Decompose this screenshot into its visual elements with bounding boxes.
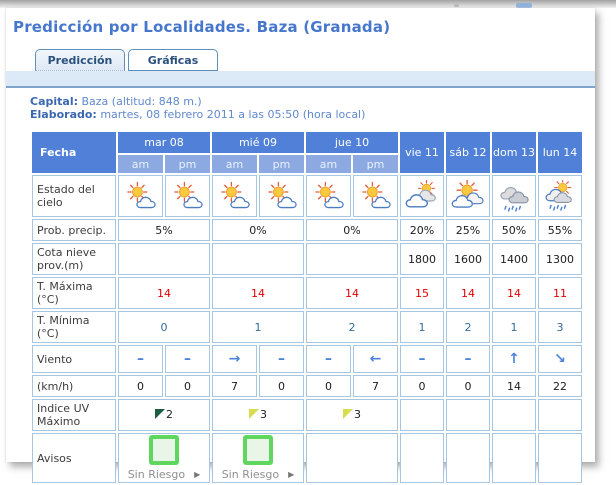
wind-left-arrow-icon: ← — [353, 345, 398, 373]
cloud-sun-icon — [404, 180, 440, 213]
precip-cell: 0% — [306, 219, 398, 241]
uv-flag-icon — [343, 409, 353, 419]
tmin-cell: 2 — [306, 311, 398, 343]
tmin-cell: 1 — [212, 311, 304, 343]
wind-calm-icon: – — [165, 345, 210, 373]
tmin-cell: 3 — [538, 311, 582, 343]
precip-cell: 5% — [118, 219, 210, 241]
ampm-header: pm — [165, 155, 210, 173]
sky-cell — [165, 175, 210, 217]
sun-cloud-icon — [264, 180, 300, 213]
snow-cell: 1800 — [400, 243, 444, 275]
precip-cell: 55% — [538, 219, 582, 241]
ampm-header: am — [306, 155, 351, 173]
tab-graficas[interactable]: Gráficas — [128, 49, 218, 71]
uv-value: 3 — [260, 407, 267, 421]
sky-cell — [306, 175, 351, 217]
tmax-cell: 14 — [306, 277, 398, 309]
aviso-label: Sin Riesgo — [127, 468, 186, 481]
snow-cell: 1600 — [446, 243, 490, 275]
no-risk-square-icon — [149, 435, 179, 465]
location-info — [30, 95, 595, 121]
tmax-cell: 14 — [212, 277, 304, 309]
uv-index-row — [32, 399, 582, 431]
elaborado-line — [30, 108, 595, 121]
precip-cell: 20% — [400, 219, 444, 241]
rain-cloud-icon — [496, 180, 532, 213]
row-label-avisos: Avisos — [32, 433, 116, 483]
day-header-mie09: mié 09 — [212, 132, 304, 153]
row-label-wind: Viento — [32, 345, 116, 373]
aviso-expand-arrow-icon[interactable]: ▶ — [194, 470, 201, 479]
row-label-kmh: (km/h) — [32, 375, 116, 397]
page-title: Predicción por Localidades. Baza (Granada) — [13, 18, 391, 36]
tmax-cell: 14 — [446, 277, 490, 309]
sun-cloud-icon — [217, 180, 253, 213]
kmh-cell: 0 — [118, 375, 163, 397]
aviso-cell-empty — [492, 433, 536, 483]
uv-value: 2 — [166, 407, 173, 421]
aviso-cell-empty — [446, 433, 490, 483]
sun-cloud-icon — [311, 180, 347, 213]
ampm-header: pm — [259, 155, 304, 173]
wind-speed-row — [32, 375, 582, 397]
kmh-cell: 0 — [259, 375, 304, 397]
snow-cell — [118, 243, 210, 275]
kmh-cell: 0 — [400, 375, 444, 397]
row-label-snow: Cota nieve prov.(m) — [32, 243, 116, 275]
elaborado-label: Elaborado: — [30, 108, 97, 121]
ampm-header: am — [118, 155, 163, 173]
sky-cell — [538, 175, 582, 217]
day-header-jue10: jue 10 — [306, 132, 398, 153]
content-panel — [6, 8, 595, 481]
tmax-cell: 14 — [118, 277, 210, 309]
kmh-cell: 7 — [353, 375, 398, 397]
uv-cell-empty — [400, 399, 444, 431]
day-header-dom13: dom 13 — [492, 132, 536, 173]
kmh-cell: 22 — [538, 375, 582, 397]
wind-calm-icon: – — [259, 345, 304, 373]
capital-label: Capital: — [30, 95, 78, 108]
wind-calm-icon: – — [118, 345, 163, 373]
tmax-cell: 14 — [492, 277, 536, 309]
uv-cell-empty — [446, 399, 490, 431]
tab-prediccion[interactable]: Predicción — [35, 49, 125, 71]
wind-row — [32, 345, 582, 373]
row-label-uv: Indice UV Máximo — [32, 399, 116, 431]
day-header-vie11: vie 11 — [400, 132, 444, 173]
aviso-expand-arrow-icon[interactable]: ▶ — [288, 470, 295, 479]
precip-cell: 0% — [212, 219, 304, 241]
precip-row — [32, 219, 582, 241]
tmin-cell: 0 — [118, 311, 210, 343]
capital-value: Baza (altitud: 848 m.) — [81, 95, 202, 108]
ampm-header: pm — [353, 155, 398, 173]
sky-cell — [118, 175, 163, 217]
aviso-cell-empty — [306, 433, 398, 483]
sky-cell — [400, 175, 444, 217]
sun-cloud-icon — [358, 180, 394, 213]
day-header-row — [32, 132, 582, 153]
tmin-cell: 1 — [400, 311, 444, 343]
kmh-cell: 0 — [165, 375, 210, 397]
sky-row — [32, 175, 582, 217]
snow-cell — [212, 243, 304, 275]
wind-calm-icon: – — [446, 345, 490, 373]
uv-value: 3 — [354, 407, 361, 421]
row-label-precip: Prob. precip. — [32, 219, 116, 241]
day-header-sab12: sáb 12 — [446, 132, 490, 173]
tmin-cell: 1 — [492, 311, 536, 343]
uv-cell-empty — [538, 399, 582, 431]
uv-cell — [118, 399, 210, 431]
sky-cell — [492, 175, 536, 217]
day-header-mar08: mar 08 — [118, 132, 210, 153]
aviso-cell-empty — [538, 433, 582, 483]
row-label-sky: Estado del cielo — [32, 175, 116, 217]
wind-calm-icon: – — [306, 345, 351, 373]
precip-cell: 50% — [492, 219, 536, 241]
sky-cell — [259, 175, 304, 217]
forecast-table — [30, 130, 584, 485]
capital-line — [30, 95, 595, 108]
tmax-cell: 15 — [400, 277, 444, 309]
temp-min-row — [32, 311, 582, 343]
uv-cell — [306, 399, 398, 431]
kmh-cell: 0 — [446, 375, 490, 397]
day-header-lun14: lun 14 — [538, 132, 582, 173]
wind-downright-arrow-icon: ↘ — [538, 345, 582, 373]
uv-flag-icon — [155, 409, 165, 419]
sun-cloud-icon — [123, 180, 159, 213]
kmh-cell: 0 — [306, 375, 351, 397]
aviso-label: Sin Riesgo — [221, 468, 280, 481]
wind-calm-icon: – — [400, 345, 444, 373]
tmax-cell: 11 — [538, 277, 582, 309]
aviso-cell[interactable] — [118, 433, 210, 483]
wind-right-arrow-icon: → — [212, 345, 257, 373]
cropped-page-artifact — [454, 4, 459, 7]
warnings-row — [32, 433, 582, 483]
sky-cell — [446, 175, 490, 217]
uv-cell — [212, 399, 304, 431]
uv-flag-icon — [249, 409, 259, 419]
wind-up-arrow-icon: ↑ — [492, 345, 536, 373]
aviso-cell-empty — [400, 433, 444, 483]
sun-big-cloud-icon — [450, 180, 486, 213]
snow-level-row — [32, 243, 582, 275]
uv-cell-empty — [492, 399, 536, 431]
tab-bar — [35, 49, 595, 71]
sky-cell — [353, 175, 398, 217]
temp-max-row — [32, 277, 582, 309]
aviso-cell[interactable] — [212, 433, 304, 483]
snow-cell: 1400 — [492, 243, 536, 275]
fecha-header: Fecha — [32, 132, 116, 173]
sun-rain-cloud-icon — [542, 180, 578, 213]
kmh-cell: 7 — [212, 375, 257, 397]
sky-cell — [212, 175, 257, 217]
sun-cloud-icon — [170, 180, 206, 213]
elaborado-value: martes, 08 febrero 2011 a las 05:50 (hora local) — [100, 108, 366, 121]
tab-bar-underline — [6, 71, 595, 88]
row-label-tmax: T. Máxima (°C) — [32, 277, 116, 309]
kmh-cell: 14 — [492, 375, 536, 397]
snow-cell: 1300 — [538, 243, 582, 275]
ampm-header: am — [212, 155, 257, 173]
precip-cell: 25% — [446, 219, 490, 241]
tmin-cell: 2 — [446, 311, 490, 343]
snow-cell — [306, 243, 398, 275]
no-risk-square-icon — [243, 435, 273, 465]
row-label-tmin: T. Mínima (°C) — [32, 311, 116, 343]
